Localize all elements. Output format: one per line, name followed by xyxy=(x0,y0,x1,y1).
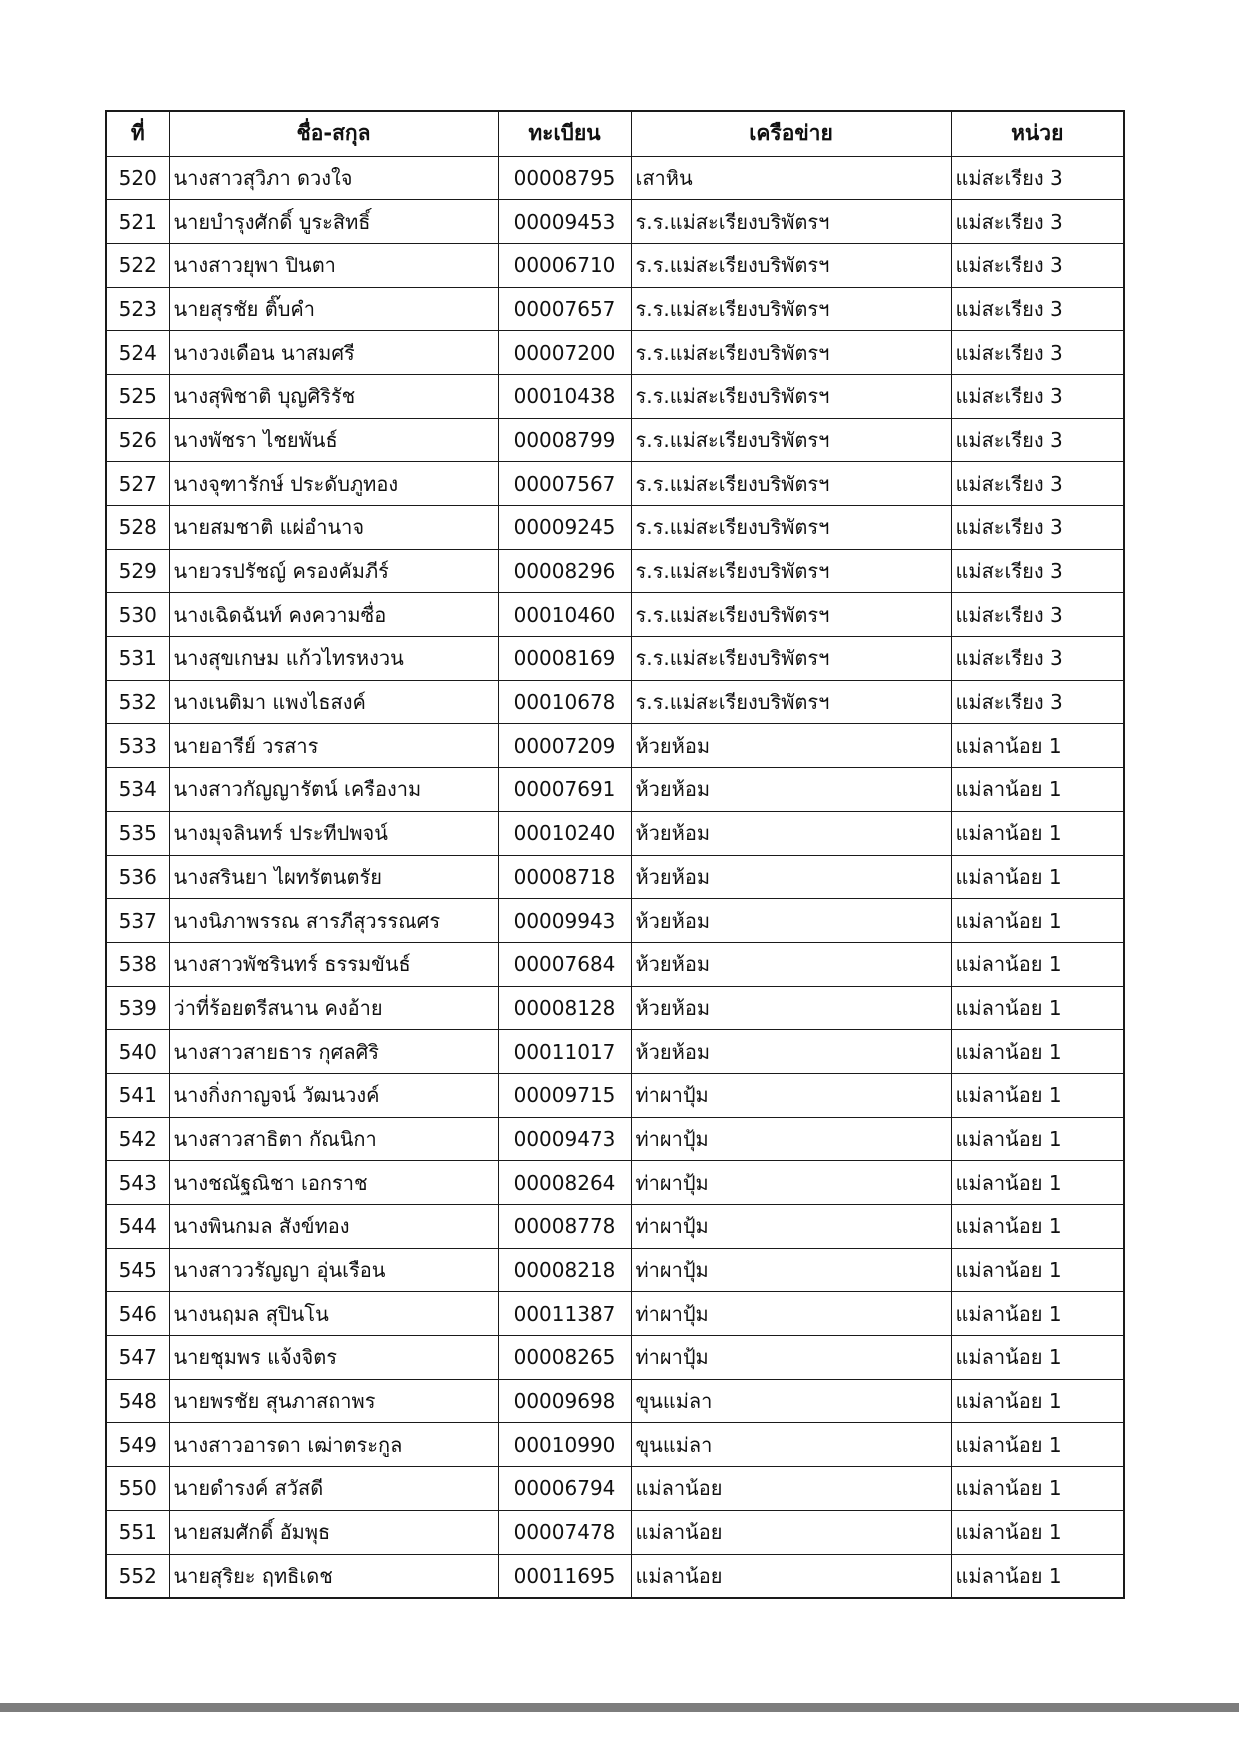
cell-number: 539 xyxy=(106,986,169,1030)
cell-registration: 00011695 xyxy=(498,1554,631,1598)
cell-unit: แม่สะเรียง 3 xyxy=(951,637,1124,681)
table-row xyxy=(106,986,1124,1030)
cell-unit: แม่ลาน้อย 1 xyxy=(951,1336,1124,1380)
cell-network: ร.ร.แม่สะเรียงบริพัตรฯ xyxy=(631,462,951,506)
cell-registration: 00008265 xyxy=(498,1336,631,1380)
cell-registration: 00007684 xyxy=(498,942,631,986)
cell-name: นางสาวอารดา เฒ่าตระกูล xyxy=(169,1423,498,1467)
table-row xyxy=(106,1205,1124,1249)
table-row xyxy=(106,724,1124,768)
table-row xyxy=(106,593,1124,637)
table-row xyxy=(106,855,1124,899)
cell-name: นางนิภาพรรณ สารภีสุวรรณศร xyxy=(169,899,498,943)
cell-number: 528 xyxy=(106,506,169,550)
cell-network: ร.ร.แม่สะเรียงบริพัตรฯ xyxy=(631,287,951,331)
cell-number: 529 xyxy=(106,549,169,593)
cell-network: แม่ลาน้อย xyxy=(631,1554,951,1598)
cell-name: นางสรินยา ไผทรัตนตรัย xyxy=(169,855,498,899)
cell-name: นายสมชาติ แผ่อำนาจ xyxy=(169,506,498,550)
cell-unit: แม่ลาน้อย 1 xyxy=(951,899,1124,943)
cell-unit: แม่สะเรียง 3 xyxy=(951,200,1124,244)
cell-number: 521 xyxy=(106,200,169,244)
cell-name: นางสาวสุวิภา ดวงใจ xyxy=(169,156,498,200)
cell-name: นางสุพิชาติ บุญศิริรัช xyxy=(169,374,498,418)
cell-name: นายชุมพร แจ้งจิตร xyxy=(169,1336,498,1380)
cell-network: ท่าผาปุ้ม xyxy=(631,1292,951,1336)
cell-unit: แม่ลาน้อย 1 xyxy=(951,1467,1124,1511)
cell-network: ท่าผาปุ้ม xyxy=(631,1117,951,1161)
cell-number: 542 xyxy=(106,1117,169,1161)
cell-unit: แม่ลาน้อย 1 xyxy=(951,1379,1124,1423)
table-row xyxy=(106,1248,1124,1292)
cell-registration: 00007200 xyxy=(498,331,631,375)
table-row xyxy=(106,1336,1124,1380)
table-row xyxy=(106,637,1124,681)
cell-registration: 00007691 xyxy=(498,768,631,812)
cell-unit: แม่ลาน้อย 1 xyxy=(951,1423,1124,1467)
cell-number: 537 xyxy=(106,899,169,943)
cell-name: ว่าที่ร้อยตรีสนาน คงอ้าย xyxy=(169,986,498,1030)
cell-number: 550 xyxy=(106,1467,169,1511)
table-row xyxy=(106,1117,1124,1161)
cell-network: ห้วยห้อม xyxy=(631,986,951,1030)
cell-name: นางมุจลินทร์ ประทีปพจน์ xyxy=(169,811,498,855)
cell-number: 545 xyxy=(106,1248,169,1292)
cell-registration: 00006710 xyxy=(498,243,631,287)
cell-name: นายดำรงค์ สวัสดี xyxy=(169,1467,498,1511)
cell-name: นางจุฑารักษ์ ประดับภูทอง xyxy=(169,462,498,506)
cell-name: นางกิ่งกาญจน์ วัฒนวงค์ xyxy=(169,1073,498,1117)
cell-number: 541 xyxy=(106,1073,169,1117)
table-header xyxy=(106,111,1124,156)
table-row xyxy=(106,287,1124,331)
cell-unit: แม่ลาน้อย 1 xyxy=(951,1030,1124,1074)
cell-number: 546 xyxy=(106,1292,169,1336)
cell-network: ร.ร.แม่สะเรียงบริพัตรฯ xyxy=(631,243,951,287)
cell-name: นางสาวสาธิตา กัณนิกา xyxy=(169,1117,498,1161)
cell-number: 530 xyxy=(106,593,169,637)
cell-network: ท่าผาปุ้ม xyxy=(631,1073,951,1117)
cell-registration: 00008296 xyxy=(498,549,631,593)
cell-name: นายอารีย์ วรสาร xyxy=(169,724,498,768)
cell-registration: 00006794 xyxy=(498,1467,631,1511)
cell-number: 522 xyxy=(106,243,169,287)
cell-unit: แม่สะเรียง 3 xyxy=(951,549,1124,593)
cell-network: ร.ร.แม่สะเรียงบริพัตรฯ xyxy=(631,418,951,462)
header-network: เครือข่าย xyxy=(631,111,951,156)
cell-name: นางสาวกัญญารัตน์ เครืองาม xyxy=(169,768,498,812)
cell-network: ห้วยห้อม xyxy=(631,1030,951,1074)
cell-name: นางพินกมล สังข์ทอง xyxy=(169,1205,498,1249)
table-row xyxy=(106,942,1124,986)
table-row xyxy=(106,899,1124,943)
cell-name: นายวรปรัชญ์ ครองคัมภีร์ xyxy=(169,549,498,593)
cell-number: 543 xyxy=(106,1161,169,1205)
cell-number: 552 xyxy=(106,1554,169,1598)
table-row xyxy=(106,243,1124,287)
cell-registration: 00009453 xyxy=(498,200,631,244)
cell-name: นายบำรุงศักดิ์ บูระสิทธิ์ xyxy=(169,200,498,244)
cell-network: แม่ลาน้อย xyxy=(631,1510,951,1554)
cell-number: 525 xyxy=(106,374,169,418)
cell-number: 527 xyxy=(106,462,169,506)
cell-name: นางสาวยุพา ปินตา xyxy=(169,243,498,287)
cell-unit: แม่ลาน้อย 1 xyxy=(951,1205,1124,1249)
cell-registration: 00011017 xyxy=(498,1030,631,1074)
cell-registration: 00007478 xyxy=(498,1510,631,1554)
cell-unit: แม่ลาน้อย 1 xyxy=(951,811,1124,855)
header-unit: หน่วย xyxy=(951,111,1124,156)
cell-registration: 00008795 xyxy=(498,156,631,200)
cell-name: นางสาววรัญญา อุ่นเรือน xyxy=(169,1248,498,1292)
cell-name: นางชณัฐณิชา เอกราช xyxy=(169,1161,498,1205)
table-row xyxy=(106,1030,1124,1074)
cell-unit: แม่ลาน้อย 1 xyxy=(951,768,1124,812)
table-row xyxy=(106,549,1124,593)
table-row xyxy=(106,418,1124,462)
cell-registration: 00007567 xyxy=(498,462,631,506)
cell-number: 523 xyxy=(106,287,169,331)
table-row xyxy=(106,811,1124,855)
cell-network: ร.ร.แม่สะเรียงบริพัตรฯ xyxy=(631,200,951,244)
cell-network: ร.ร.แม่สะเรียงบริพัตรฯ xyxy=(631,593,951,637)
table-row xyxy=(106,1467,1124,1511)
cell-number: 520 xyxy=(106,156,169,200)
cell-number: 533 xyxy=(106,724,169,768)
cell-registration: 00010240 xyxy=(498,811,631,855)
cell-name: นางนฤมล สุปินโน xyxy=(169,1292,498,1336)
header-row xyxy=(106,111,1124,156)
cell-unit: แม่สะเรียง 3 xyxy=(951,418,1124,462)
cell-registration: 00009698 xyxy=(498,1379,631,1423)
cell-network: ห้วยห้อม xyxy=(631,768,951,812)
cell-unit: แม่ลาน้อย 1 xyxy=(951,724,1124,768)
cell-unit: แม่สะเรียง 3 xyxy=(951,462,1124,506)
cell-unit: แม่สะเรียง 3 xyxy=(951,156,1124,200)
cell-network: ท่าผาปุ้ม xyxy=(631,1336,951,1380)
cell-registration: 00007657 xyxy=(498,287,631,331)
cell-registration: 00010990 xyxy=(498,1423,631,1467)
cell-name: นางสุขเกษม แก้วไทรหงวน xyxy=(169,637,498,681)
cell-name: นางวงเดือน นาสมศรี xyxy=(169,331,498,375)
cell-number: 531 xyxy=(106,637,169,681)
cell-number: 535 xyxy=(106,811,169,855)
cell-unit: แม่สะเรียง 3 xyxy=(951,680,1124,724)
cell-unit: แม่ลาน้อย 1 xyxy=(951,1510,1124,1554)
cell-registration: 00010460 xyxy=(498,593,631,637)
cell-number: 526 xyxy=(106,418,169,462)
roster-table xyxy=(105,110,1125,1599)
cell-registration: 00007209 xyxy=(498,724,631,768)
cell-registration: 00009715 xyxy=(498,1073,631,1117)
cell-network: ขุนแม่ลา xyxy=(631,1379,951,1423)
cell-unit: แม่ลาน้อย 1 xyxy=(951,1554,1124,1598)
cell-network: ร.ร.แม่สะเรียงบริพัตรฯ xyxy=(631,637,951,681)
cell-name: นายสุริยะ ฤทธิเดช xyxy=(169,1554,498,1598)
table-row xyxy=(106,462,1124,506)
cell-name: นางเนติมา แพงไธสงค์ xyxy=(169,680,498,724)
cell-unit: แม่สะเรียง 3 xyxy=(951,593,1124,637)
table-row xyxy=(106,1554,1124,1598)
cell-registration: 00008128 xyxy=(498,986,631,1030)
cell-name: นายสุรชัย ติ๊บคำ xyxy=(169,287,498,331)
cell-registration: 00010678 xyxy=(498,680,631,724)
cell-registration: 00008264 xyxy=(498,1161,631,1205)
cell-number: 536 xyxy=(106,855,169,899)
cell-network: ร.ร.แม่สะเรียงบริพัตรฯ xyxy=(631,549,951,593)
cell-network: ร.ร.แม่สะเรียงบริพัตรฯ xyxy=(631,680,951,724)
cell-network: ห้วยห้อม xyxy=(631,899,951,943)
cell-unit: แม่สะเรียง 3 xyxy=(951,374,1124,418)
cell-name: นางพัชรา ไชยพันธ์ xyxy=(169,418,498,462)
cell-network: ห้วยห้อม xyxy=(631,942,951,986)
table-row xyxy=(106,768,1124,812)
cell-unit: แม่ลาน้อย 1 xyxy=(951,1117,1124,1161)
cell-unit: แม่สะเรียง 3 xyxy=(951,331,1124,375)
cell-registration: 00008169 xyxy=(498,637,631,681)
table-row xyxy=(106,331,1124,375)
cell-unit: แม่สะเรียง 3 xyxy=(951,506,1124,550)
cell-number: 524 xyxy=(106,331,169,375)
cell-network: เสาหิน xyxy=(631,156,951,200)
table-row xyxy=(106,156,1124,200)
cell-name: นางเฉิดฉันท์ คงความซื่อ xyxy=(169,593,498,637)
cell-name: นางสาวสายธาร กุศลศิริ xyxy=(169,1030,498,1074)
table-body xyxy=(106,156,1124,1598)
table-row xyxy=(106,374,1124,418)
page-bottom-bar xyxy=(0,1703,1239,1712)
cell-unit: แม่สะเรียง 3 xyxy=(951,243,1124,287)
cell-registration: 00011387 xyxy=(498,1292,631,1336)
cell-network: ท่าผาปุ้ม xyxy=(631,1248,951,1292)
cell-registration: 00009943 xyxy=(498,899,631,943)
table-row xyxy=(106,506,1124,550)
cell-number: 548 xyxy=(106,1379,169,1423)
cell-number: 547 xyxy=(106,1336,169,1380)
cell-network: ท่าผาปุ้ม xyxy=(631,1205,951,1249)
cell-registration: 00008778 xyxy=(498,1205,631,1249)
header-no: ที่ xyxy=(106,111,169,156)
cell-number: 534 xyxy=(106,768,169,812)
cell-registration: 00008799 xyxy=(498,418,631,462)
cell-name: นายสมศักดิ์ อัมพุธ xyxy=(169,1510,498,1554)
cell-registration: 00009473 xyxy=(498,1117,631,1161)
cell-network: ร.ร.แม่สะเรียงบริพัตรฯ xyxy=(631,374,951,418)
cell-network: ห้วยห้อม xyxy=(631,855,951,899)
cell-unit: แม่ลาน้อย 1 xyxy=(951,1161,1124,1205)
cell-unit: แม่สะเรียง 3 xyxy=(951,287,1124,331)
cell-network: ท่าผาปุ้ม xyxy=(631,1161,951,1205)
cell-number: 540 xyxy=(106,1030,169,1074)
cell-unit: แม่ลาน้อย 1 xyxy=(951,1248,1124,1292)
cell-unit: แม่ลาน้อย 1 xyxy=(951,1292,1124,1336)
cell-number: 544 xyxy=(106,1205,169,1249)
cell-number: 549 xyxy=(106,1423,169,1467)
cell-number: 532 xyxy=(106,680,169,724)
cell-network: แม่ลาน้อย xyxy=(631,1467,951,1511)
cell-unit: แม่ลาน้อย 1 xyxy=(951,1073,1124,1117)
cell-unit: แม่ลาน้อย 1 xyxy=(951,986,1124,1030)
table-row xyxy=(106,1161,1124,1205)
cell-registration: 00008718 xyxy=(498,855,631,899)
table-row xyxy=(106,1379,1124,1423)
cell-name: นางสาวพัชรินทร์ ธรรมขันธ์ xyxy=(169,942,498,986)
cell-network: ร.ร.แม่สะเรียงบริพัตรฯ xyxy=(631,331,951,375)
cell-registration: 00010438 xyxy=(498,374,631,418)
cell-network: ร.ร.แม่สะเรียงบริพัตรฯ xyxy=(631,506,951,550)
cell-registration: 00008218 xyxy=(498,1248,631,1292)
header-name: ชื่อ-สกุล xyxy=(169,111,498,156)
table-row xyxy=(106,680,1124,724)
cell-number: 538 xyxy=(106,942,169,986)
cell-unit: แม่ลาน้อย 1 xyxy=(951,855,1124,899)
table-row xyxy=(106,1292,1124,1336)
table-row xyxy=(106,1510,1124,1554)
cell-network: ขุนแม่ลา xyxy=(631,1423,951,1467)
table-row xyxy=(106,200,1124,244)
cell-number: 551 xyxy=(106,1510,169,1554)
table-row xyxy=(106,1423,1124,1467)
cell-network: ห้วยห้อม xyxy=(631,811,951,855)
cell-name: นายพรชัย สุนภาสถาพร xyxy=(169,1379,498,1423)
header-registration: ทะเบียน xyxy=(498,111,631,156)
table-row xyxy=(106,1073,1124,1117)
cell-registration: 00009245 xyxy=(498,506,631,550)
cell-network: ห้วยห้อม xyxy=(631,724,951,768)
cell-unit: แม่ลาน้อย 1 xyxy=(951,942,1124,986)
